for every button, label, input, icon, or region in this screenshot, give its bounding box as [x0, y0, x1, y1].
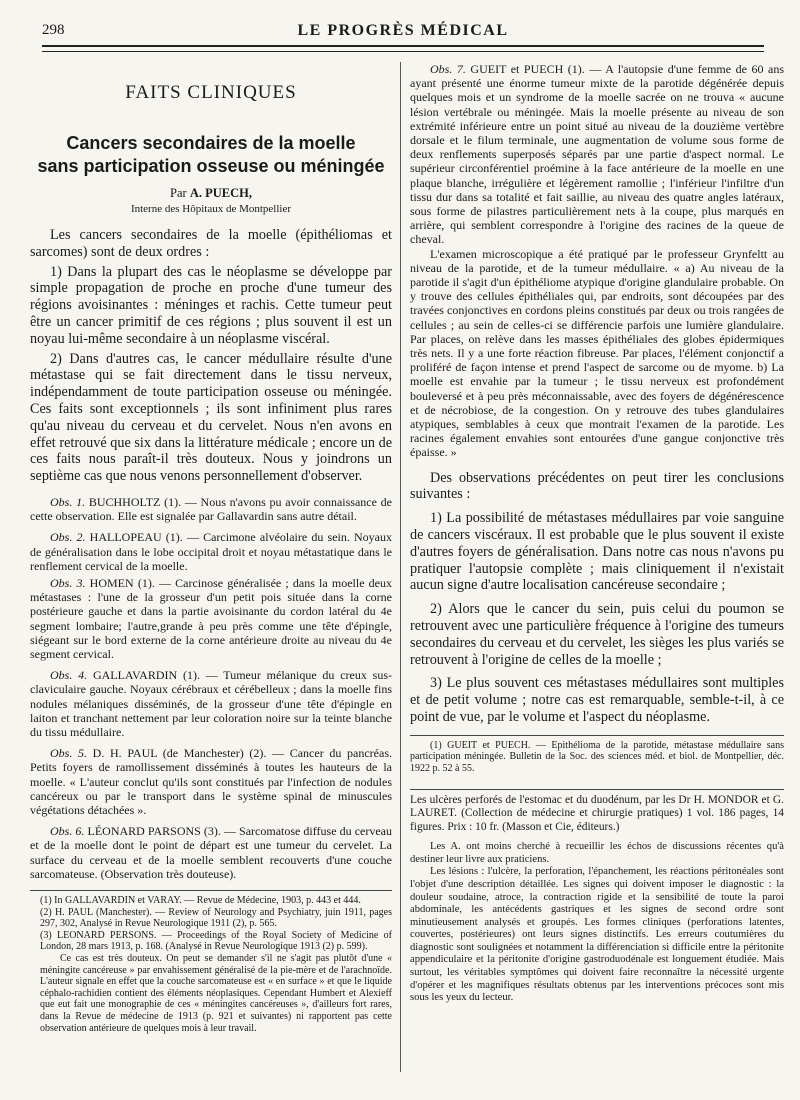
- footnote-separator: [410, 735, 784, 736]
- book-review-paragraph-1: Les A. ont moins cherché à recueillir les échos de discussions récentes qu'à destiner leur livre aux praticiens.: [410, 841, 784, 865]
- author-name: A. PUECH,: [189, 186, 252, 200]
- column-divider: [400, 62, 401, 1072]
- observation-label: Obs. 6.: [50, 824, 85, 839]
- header-rule: [42, 45, 764, 52]
- observation-5: [30, 746, 392, 817]
- section-title: FAITS CLINIQUES: [125, 82, 297, 103]
- footnotes-left: [40, 895, 392, 1034]
- left-column: [30, 62, 392, 1034]
- body-paragraph-1: 1) Dans la plupart des cas le néoplasme se développe par simple propagation de proche en proche d'une tumeur des régions avoisinantes : méninges et rachis. Cette tumeur peut être un cancer primitif de ces régions ; plus souvent il est un noyau lui-même secondaire à un néoplasme viscéral.: [30, 263, 392, 347]
- footnote-commentary: Ce cas est très douteux. On peut se demander s'il ne s'agit pas plutôt d'une « méningite cancéreuse » par envahissement généralisé de la pie-mère et de l'arachnoïde. L'auteur signale en effet que la couche sarcomateuse est « en surface » et que le liquide céphalo-rachidien contient des éléments néoplasiques. Cependant Humbert et Alexieff que eut fait une monographie de ces « méningites cancéreuses », d'ailleurs fort rares, dans la Revue de médecine de 1913 (p. 921 et suivantes) ni rapportent pas cette observation antérieure de quelques mois à leur travail.: [40, 953, 392, 1034]
- book-review-heading: Les ulcères perforés de l'estomac et du duodénum, par les Dr H. MONDOR et G. LAURET. (Collection de médecine et chirurgie pratiques) 1 vol. 186 pages, 14 figures. Prix : 10 fr. (Masson et Cie, éditeurs.): [410, 793, 784, 833]
- article-title-line-1: Cancers secondaires de la moelle: [66, 133, 356, 153]
- author-affiliation: Interne des Hôpitaux de Montpellier: [130, 203, 292, 215]
- right-column: [410, 62, 784, 1005]
- observation-text: D. H. PAUL (de Manchester) (2). — Cancer du pancréas. Petits foyers de ramollissement disséminés à toutes les hauteurs de la moelle. « L'auteur conclut qu'ils sont constitués par l'infection de nodules cancéreux ou par le transport dans le système spinal de minuscules végétations détachées ».: [30, 746, 392, 818]
- footnote-1: (1) In GALLAVARDIN et VARAY. — Revue de Médecine, 1903, p. 443 et 444.: [40, 895, 361, 907]
- observation-4: [30, 668, 392, 739]
- footnote-3: (3) LEONARD PERSONS. — Proceedings of the Royal Society of Medicine of London, 28 mars 1913, p. 168. (Analysé in Revue Neurologique 1913 (2) p. 599).: [40, 929, 392, 953]
- observation-label: Obs. 4.: [50, 668, 88, 683]
- observation-text: GALLAVARDIN (1). — Tumeur mélanique du creux sus-claviculaire gauche. Noyaux cérébraux et cérébelleux ; dans la moelle fins nodules mélaniques disséminés, de la grosseur d'une tête d'épingle en laiton et tranchant nettement par leur coloration noire sur la teinte blanche du tissu médullaire.: [30, 668, 393, 739]
- conclusion-3: 3) Le plus souvent ces métastases médullaires sont multiples et de petit volume ; notre cas est remarquable, semble-t-il, à ce point de vue, par le volume et l'aspect du néoplasme.: [410, 675, 784, 726]
- page-number: 298: [42, 22, 65, 38]
- footnote-right: (1) GUEIT et PUECH. — Epithélioma de la parotide, métastase médullaire sans participation méningée. Bulletin de la Soc. des sciences méd. et biol. de Montpellier, déc. 1922 p. 52 à 55.: [410, 739, 784, 775]
- book-review-paragraph-2: Les lésions : l'ulcère, la perforation, l'épanchement, les réactions péritonéales sont l'objet d'une description détaillée. Les signes qui doivent imposer le diagnostic : la douleur soudaine, atroce, la contraction rigide et la sensibilité de toute la paroi abdominale, les antécédents gastriques et les signes de second ordre sont minutieusement analysés et groupés. Les formes cliniques (perforations latentes, couvertes, postérieures) ont leurs signes distinctifs. Les erreurs coutumières du diagnostic sont soulignées et notamment la différenciation si difficile entre la péritonite appendiculaire et la péritonite d'origine gastroduodénale est longuement étudiée. Mais surtout, les véritables symptômes qui doivent faire reconnaître la nécessité urgente d'opérer et les magnifiques résultats obtenus par les interventions précoces sont mis sous les yeux du lecteur.: [410, 866, 784, 1004]
- observation-text: BUCHHOLTZ (1). — Nous n'avons pu avoir connaissance de cette observation. Elle est signalée par Gallavardin sans autre détail.: [30, 494, 392, 524]
- observation-text: GUEIT et PUECH (1). — A l'autopsie d'une femme de 60 ans ayant présenté une énorme tumeur mixte de la parotide dégénérée depuis quelques mois et un syndrome de la moelle sacrée on ne trouva « aucune lésion vertébrale ou méningée. Mais la moelle présente au niveau de son extrémité inférieure entre un point situé au niveau de la douzième vertèbre dorsale et le filum terminale, une augmentation de volume sous forme de deux renflements superposés séparés par une partie d'aspect normal. Le supérieur circonférentiel proémine à la face antérieure de la moelle en une plaque blanche, irrégulière et légèrement ramollie ; l'inférieur l'infiltre d'un tissu dur dans sa totalité et fait saillie, au niveau des quatre angles latéraux, sous forme de pilastres particulièrement nets à la coupe, plus marqués en arrière, qui semblent correspondre à l'origine des racines de la queue de cheval.: [410, 62, 785, 247]
- observation-3: [30, 576, 392, 661]
- footnote-2: (2) H. PAUL (Manchester). — Review of Neurology and Psychiatry, juin 1911, pages 297, 302, Analysé in Revue Neurologique 1911 (2), p. 565.: [40, 906, 392, 930]
- journal-title: LE PROGRÈS MÉDICAL: [297, 22, 509, 39]
- observation-2: [30, 530, 392, 573]
- observation-label: Obs. 1.: [50, 494, 86, 509]
- footnote-separator: [30, 890, 392, 891]
- observation-7: [410, 62, 784, 247]
- observation-text: HOMEN (1). — Carcinose généralisée ; dans la moelle deux métastases : l'une de la grosseur d'un petit pois située dans la corne postérieure gauche et dans la partie avoisinante du cordon latéral du 4e segment lombaire; l'autre,grande à peu près comme une tête d'épingle, siégeant sur le bord externe de la corne antérieure droite au niveau du 4e segment cervical.: [30, 575, 392, 661]
- body-paragraph-2: 2) Dans d'autres cas, le cancer médullaire résulte d'une métastase qui se fait directement dans le tissu nerveux, indépendamment de toute participation osseuse ou méningée. Ces faits sont exceptionnels ; ils sont infiniment plus rares qu'au niveau du cerveau et du cervelet. Nous n'en avons en effet retrouvé que six dans la littérature médicale ; encore un de ces faits nous paraît-il très douteux. Nous y joindrons un septième cas que nous venons personnellement d'observer.: [30, 350, 392, 485]
- running-header: [42, 22, 764, 42]
- article-title-line-2: sans participation osseuse ou méningée: [37, 156, 385, 176]
- microscopy-paragraph: L'examen microscopique a été pratiqué par le professeur Grynfeltt au niveau de la parotide, et de la tumeur médullaire. « a) Au niveau de la parotide il s'agit d'un épithéliome atypique d'origine glandulaire probable. On y trouve des cellules épithéliales qui, par endroits, sont découpées par des travées conjonctives en cordons pleins constitués par deux ou trois rangées de cellules ; au sein de celles-ci se différencie parfois une lumière glandulaire. Par places, on relève dans les masses épithéliales des globes épidermiques très nets. Il y a une forte réaction fibreuse. Par places, l'élément conjonctif a proliféré de façon intense et prend l'aspect de sarcome ou de myome. b) La moelle est envahie par la tumeur ; le tissu nerveux est profondément bouleversé et à peu près méconnaissable, avec des foyers de dégénérescence et de nécrobiose, de la congestion. On y retrouve des tubes glandulaires atypiques, semblables à ceux que montrait l'examen de la parotide. Les racines également envahies sont entourées d'une gangue conjonctive très épaisse. »: [410, 246, 784, 460]
- byline-prefix: Par: [170, 186, 187, 200]
- observation-label: Obs. 2.: [50, 530, 86, 545]
- observation-text: LÉONARD PARSONS (3). — Sarcomatose diffuse du cerveau et de la moelle dont le point de départ est une tumeur du cervelet. La surface du cerveau et de la moelle semblent recouverts d'une couche sarcomateuse. (Observation très douteuse).: [30, 824, 392, 881]
- conclusion-2: 2) Alors que le cancer du sein, puis celui du poumon se retrouvent avec une particulière fréquence à l'origine des tumeurs secondaires du cerveau et du cervelet, les sièges les plus variés se retrouvent à l'origine de celles de la moelle ;: [410, 601, 784, 668]
- conclusion-1: 1) La possibilité de métastases médullaires par voie sanguine de cancers viscéraux. Il est probable que le plus souvent il existe d'autres foyers de généralisation. Dans notre cas nous n'avons pu pratiquer l'autopsie complète ; mais cliniquement il n'existait aucun signe d'autre localisation cancéreuse secondaire ;: [410, 510, 784, 594]
- observation-label: Obs. 5.: [50, 746, 87, 761]
- intro-paragraph: Les cancers secondaires de la moelle (épithéliomas et sarcomes) sont de deux ordres :: [30, 227, 392, 260]
- observation-1: [30, 495, 392, 523]
- conclusions-intro: Des observations précédentes on peut tirer les conclusions suivantes :: [410, 469, 784, 503]
- observation-label: Obs. 7.: [430, 62, 466, 76]
- observation-text: HALLOPEAU (1). — Carcimone alvéolaire du sein. Noyaux de généralisation dans le lobe occipital droit et noyau métastatique dans le renflement cervical de la moelle.: [30, 530, 392, 573]
- byline: [30, 186, 392, 201]
- review-separator: [410, 789, 784, 790]
- observation-6: [30, 824, 392, 881]
- observation-label: Obs. 3.: [50, 575, 86, 590]
